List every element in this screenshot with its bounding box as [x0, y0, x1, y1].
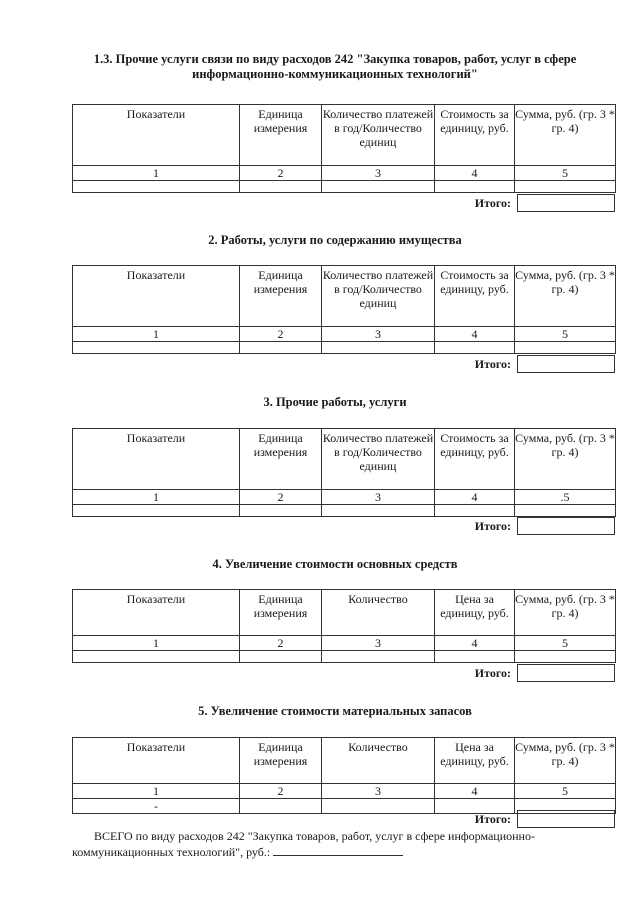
col-number: 2 [240, 784, 322, 799]
blank-cell [322, 342, 435, 354]
blank-cell [515, 181, 616, 193]
col-number: 2 [240, 636, 322, 651]
total-row [72, 810, 615, 828]
col-header: Сумма, руб. (гр. 3 * гр. 4) [515, 105, 616, 166]
col-number: 5 [515, 327, 616, 342]
col-number: 5 [515, 636, 616, 651]
col-number: 4 [435, 636, 515, 651]
col-header: Показатели [73, 590, 240, 636]
section-heading: 3. Прочие работы, услуги [263, 395, 407, 409]
col-header: Показатели [73, 266, 240, 327]
total-input-box[interactable] [517, 664, 615, 682]
col-number: 1 [73, 636, 240, 651]
total-label: Итого: [474, 357, 511, 371]
form-table [72, 589, 616, 663]
blank-cell [240, 181, 322, 193]
col-number: 4 [435, 784, 515, 799]
blank-cell [515, 651, 616, 663]
col-header: Количество [322, 738, 435, 784]
blank-cell [435, 342, 515, 354]
blank-cell [322, 651, 435, 663]
col-header: Количество платежей в год/Количество единиц [322, 266, 435, 327]
blank-cell [240, 505, 322, 517]
col-header: Стоимость за единицу, руб. [435, 105, 515, 166]
col-number: 3 [322, 784, 435, 799]
col-number: 5 [515, 166, 616, 181]
col-number: 3 [322, 327, 435, 342]
grand-total-blank[interactable] [273, 844, 403, 856]
blank-cell [73, 181, 240, 193]
col-number: 3 [322, 166, 435, 181]
col-header: Единица измерения [240, 738, 322, 784]
col-number: 4 [435, 490, 515, 505]
col-header: Цена за единицу, руб. [435, 590, 515, 636]
blank-cell [73, 342, 240, 354]
col-header: Цена за единицу, руб. [435, 738, 515, 784]
col-header: Показатели [73, 738, 240, 784]
col-header: Стоимость за единицу, руб. [435, 429, 515, 490]
col-number: 3 [322, 490, 435, 505]
col-header: Единица измерения [240, 105, 322, 166]
blank-cell [435, 505, 515, 517]
blank-cell [435, 181, 515, 193]
section-heading: 4. Увеличение стоимости основных средств [212, 557, 458, 571]
total-label: Итого: [474, 519, 511, 533]
col-header: Количество платежей в год/Количество единиц [322, 429, 435, 490]
total-row [72, 517, 615, 535]
total-label: Итого: [474, 196, 511, 210]
section-heading: 1.3. Прочие услуги связи по виду расходов 242 "Закупка товаров, работ, услуг в сфере информационно-коммуникационных технологий" [93, 52, 577, 81]
blank-cell [322, 181, 435, 193]
grand-total-text: ВСЕГО по виду расходов 242 "Закупка товаров, работ, услуг в сфере информационно-коммуникационных технологий", руб.: [72, 829, 535, 859]
grand-total-line [72, 828, 617, 860]
form-table [72, 737, 616, 814]
col-header: Сумма, руб. (гр. 3 * гр. 4) [515, 266, 616, 327]
col-number: 1 [73, 327, 240, 342]
total-row [72, 194, 615, 212]
total-label: Итого: [474, 666, 511, 680]
form-table [72, 428, 616, 517]
blank-cell [515, 342, 616, 354]
col-number: 3 [322, 636, 435, 651]
col-header: Единица измерения [240, 429, 322, 490]
blank-cell [435, 651, 515, 663]
col-header: Показатели [73, 105, 240, 166]
form-table [72, 104, 616, 193]
blank-cell [515, 505, 616, 517]
total-label: Итого: [474, 812, 511, 826]
total-input-box[interactable] [517, 355, 615, 373]
total-row [72, 664, 615, 682]
col-number: 5 [515, 784, 616, 799]
blank-cell [322, 505, 435, 517]
blank-cell [240, 342, 322, 354]
col-header: Сумма, руб. (гр. 3 * гр. 4) [515, 590, 616, 636]
blank-cell [240, 651, 322, 663]
form-table [72, 265, 616, 354]
col-number: 4 [435, 166, 515, 181]
col-header: Единица измерения [240, 590, 322, 636]
col-number: 4 [435, 327, 515, 342]
blank-cell [73, 651, 240, 663]
col-number: 2 [240, 327, 322, 342]
col-header: Показатели [73, 429, 240, 490]
col-header: Единица измерения [240, 266, 322, 327]
col-number: 2 [240, 490, 322, 505]
blank-cell: - [73, 799, 240, 814]
col-header: Сумма, руб. (гр. 3 * гр. 4) [515, 738, 616, 784]
total-input-box[interactable] [517, 194, 615, 212]
col-number: .5 [515, 490, 616, 505]
total-row [72, 355, 615, 373]
col-number: 2 [240, 166, 322, 181]
total-input-box[interactable] [517, 517, 615, 535]
blank-cell [73, 505, 240, 517]
section-heading: 2. Работы, услуги по содержанию имущества [208, 233, 462, 247]
col-header: Стоимость за единицу, руб. [435, 266, 515, 327]
col-header: Сумма, руб. (гр. 3 * гр. 4) [515, 429, 616, 490]
section-heading: 5. Увеличение стоимости материальных запасов [198, 704, 472, 718]
col-number: 1 [73, 166, 240, 181]
col-header: Количество [322, 590, 435, 636]
total-input-box[interactable] [517, 810, 615, 828]
col-number: 1 [73, 784, 240, 799]
col-header: Количество платежей в год/Количество единиц [322, 105, 435, 166]
col-number: 1 [73, 490, 240, 505]
